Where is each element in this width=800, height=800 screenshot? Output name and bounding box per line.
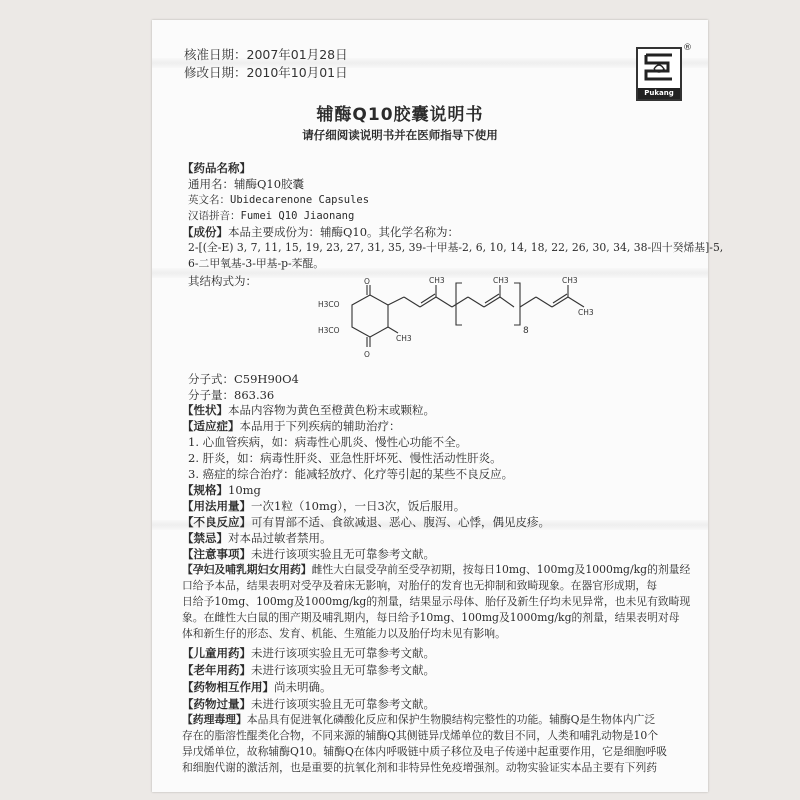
composition-heading: 【成份】 [182, 225, 228, 239]
dosage-heading: 【用法用量】 [182, 499, 251, 513]
pharmacology-line: 存在的脂溶性醌类化合物，不同来源的辅酶Q其侧链异戊烯单位的数目不同，人类和哺乳动物是10个 [182, 729, 659, 742]
chemical-name-line1: 2-[(全-E) 3, 7, 11, 15, 19, 23, 27, 31, 35, 39-十甲基-2, 6, 10, 14, 18, 22, 26, 30, 34, 38-四十癸烯基]-5, [188, 241, 724, 254]
interactions-text: 尚未明确。 [274, 680, 332, 694]
contraindications-text: 对本品过敏者禁用。 [228, 531, 332, 545]
chain-methyl-2: CH3 [493, 276, 509, 285]
pharmacology-line: 本品具有促进氧化磷酸化反应和保护生物膜结构完整性的功能。辅酶Q是生物体内广泛 [246, 713, 656, 726]
children-heading: 【儿童用药】 [182, 646, 251, 660]
indication-item: 3. 癌症的综合治疗：能减轻放疗、化疗等引起的某些不良反应。 [188, 467, 514, 481]
chain-methyl-1: CH3 [429, 276, 445, 285]
carbonyl-o-top: O [364, 277, 370, 286]
document-title: 辅酶Q10胶囊说明书 [316, 105, 484, 125]
indication-item: 1. 心血管疾病，如：病毒性心肌炎、慢性心功能不全。 [188, 435, 468, 449]
indication-item: 2. 肝炎，如：病毒性肝炎、亚急性肝坏死、慢性活动性肝炎。 [188, 451, 502, 465]
overdose-text: 未进行该项实验且无可靠参考文献。 [251, 697, 435, 711]
indications-text: 本品用于下列疾病的辅助治疗： [239, 419, 401, 433]
company-logo [636, 43, 692, 101]
children-text: 未进行该项实验且无可靠参考文献。 [251, 646, 435, 660]
drug-name-heading: 【药品名称】 [182, 161, 251, 175]
structure-label: 其结构式为： [188, 274, 257, 288]
overdose-heading: 【药物过量】 [182, 697, 251, 711]
methoxy-bottom: H3CO [318, 326, 340, 335]
generic-name: 通用名：辅酶Q10胶囊 [188, 177, 305, 191]
chemical-name-line2: 6-二甲氧基-3-甲基-p-苯醌。 [188, 257, 325, 270]
contraindications-heading: 【禁忌】 [182, 531, 228, 545]
pregnancy-line: 日给予10mg、100mg及1000mg/kg的剂量，结果显示母体、胎仔及新生仔均未见异常，也未见有致畸现 [182, 595, 691, 608]
pharmacology-line: 异戊烯单位，故称辅酶Q10。辅酶Q在体内呼吸链中质子移位及电子传递中起重要作用，它是细胞呼吸 [182, 745, 667, 758]
revision-date: 修改日期：2010年10月01日 [184, 65, 348, 80]
molecular-weight: 分子量：863.36 [188, 388, 275, 402]
elderly-text: 未进行该项实验且无可靠参考文献。 [251, 663, 435, 677]
composition-text: 本品主要成份为：辅酶Q10。其化学名称为： [228, 225, 460, 239]
interactions-heading: 【药物相互作用】 [182, 680, 274, 694]
pharmacology-line: 和细胞代谢的激活剂，也是重要的抗氧化剂和非特异性免疫增强剂。动物实验证实本品主要有下列药 [182, 761, 658, 774]
spec-heading: 【规格】 [182, 483, 228, 497]
adverse-text: 可有胃部不适、食欲减退、恶心、腹泻、心悸，偶见皮疹。 [251, 515, 550, 529]
english-name: 英文名：Ubidecarenone Capsules [188, 194, 370, 206]
pregnancy-heading: 【孕妇及哺乳期妇女用药】 [182, 563, 312, 576]
properties-heading: 【性状】 [182, 403, 228, 417]
adverse-heading: 【不良反应】 [182, 515, 251, 529]
approval-date: 核准日期：2007年01月28日 [184, 47, 348, 62]
pregnancy-line: 雌性大白鼠受孕前至受孕初期，按每日10mg、100mg及1000mg/kg的剂量经 [311, 563, 691, 576]
logo-mark-icon [638, 49, 680, 87]
molecular-formula: 分子式：C59H90O4 [188, 372, 299, 386]
pregnancy-line: 口给予本品，结果表明对受孕及着床无影响，对胎仔的发育也无抑制和致畸现象。在器官形成期，每 [182, 579, 658, 592]
document-subtitle: 请仔细阅读说明书并在医师指导下使用 [302, 128, 498, 142]
dosage-text: 一次1粒（10mg），一日3次，饭后服用。 [251, 499, 466, 513]
ring-methyl: CH3 [396, 334, 412, 343]
pharmacology-heading: 【药理毒理】 [182, 713, 247, 726]
pinyin-name: 汉语拼音：Fumei Q10 Jiaonang [188, 210, 355, 222]
properties-text: 本品内容物为黄色至橙黄色粉末或颗粒。 [228, 403, 435, 417]
precautions-heading: 【注意事项】 [182, 547, 251, 561]
indications-heading: 【适应症】 [182, 419, 240, 433]
pregnancy-line: 体和新生仔的形态、发育、机能、生殖能力以及胎仔均未见有影响。 [182, 627, 506, 640]
methoxy-top: H3CO [318, 300, 340, 309]
logo-brand-text: Pukang [638, 88, 680, 99]
terminal-methyl: CH3 [562, 276, 578, 285]
registered-mark: ® [683, 43, 692, 53]
repeat-count: 8 [523, 326, 529, 336]
spec-text: 10mg [228, 483, 261, 497]
coq10-structure-diagram [300, 275, 600, 365]
precautions-text: 未进行该项实验且无可靠参考文献。 [251, 547, 435, 561]
pregnancy-line: 象。在雌性大白鼠的围产期及哺乳期内，每日给予10mg、100mg及1000mg/kg的剂量，结果表明对母 [182, 611, 680, 624]
carbonyl-o-bottom: O [364, 350, 370, 359]
terminal-methyl-2: CH3 [578, 308, 594, 317]
elderly-heading: 【老年用药】 [182, 663, 251, 677]
